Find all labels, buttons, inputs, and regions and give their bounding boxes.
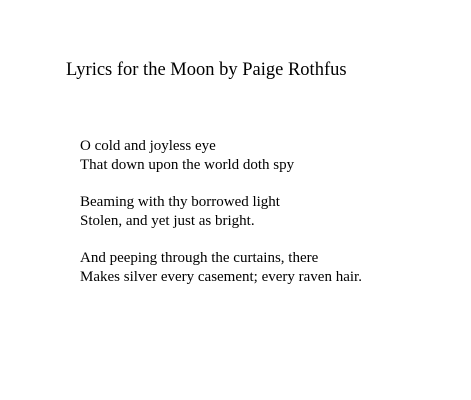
poem-line: Makes silver every casement; every raven hair. xyxy=(80,269,362,285)
stanza-1 xyxy=(80,137,362,175)
poem-body xyxy=(80,137,362,305)
poem-line: Beaming with thy borrowed light xyxy=(80,194,280,210)
poem-line: O cold and joyless eye xyxy=(80,138,216,154)
poem-line: Stolen, and yet just as bright. xyxy=(80,213,255,229)
stanza-2 xyxy=(80,193,362,231)
poem-line: That down upon the world doth spy xyxy=(80,157,295,173)
poem-line: And peeping through the curtains, there xyxy=(80,250,319,266)
poem-title: Lyrics for the Moon by Paige Rothfus xyxy=(66,60,347,80)
stanza-3 xyxy=(80,249,362,287)
